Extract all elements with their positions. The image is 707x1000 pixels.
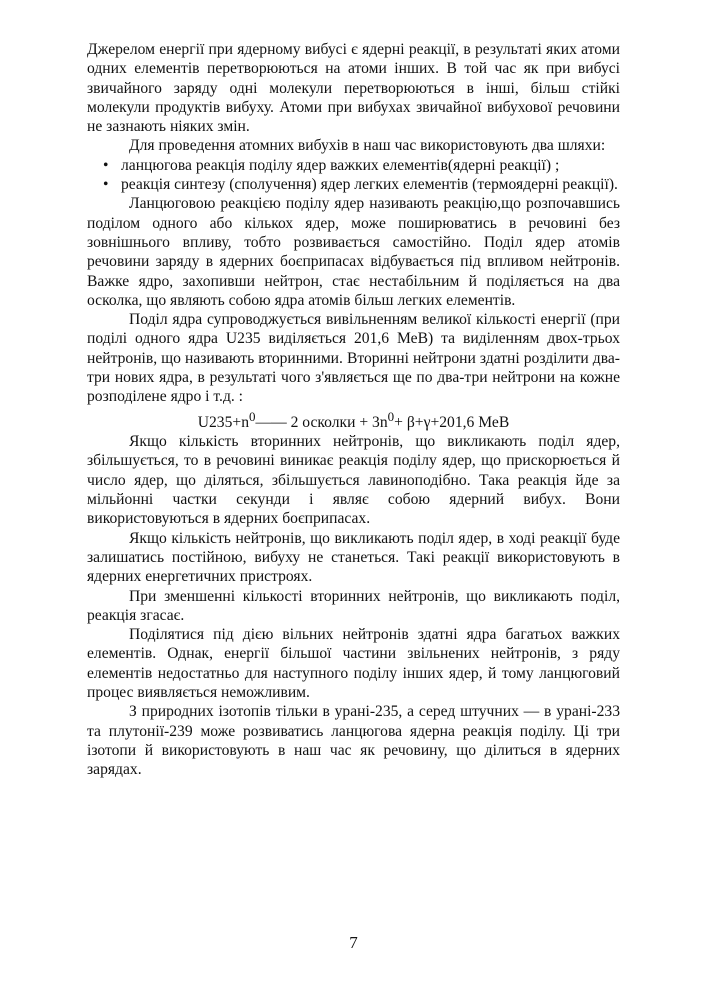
bullet-item: • реакція синтезу (сполучення) ядер легких елементів (термоядерні реакції). [103,176,618,194]
paragraph-2: Для проведення атомних вибухів в наш час використовують два шляхи: [129,137,606,155]
bullet-list [87,156,620,195]
paragraph-9: З природних ізотопів тільки в урані-235, а серед штучних — в урані-233 та плутонії-239 може розвиватись ланцюгова ядерна реакція поділу. Ці три ізотопи й використовують в наш час як речовину, що ділиться в ядерних зарядах. [87,703,620,779]
page-body [87,40,620,779]
paragraph-7: При зменшенні кількості вторинних нейтронів, що викликають поділ, реакція згасає. [87,587,620,624]
bullet-dot-icon: • [103,176,109,194]
paragraph-1: Джерелом енергії при ядерному вибусі є ядерні реакції, в результаті яких атоми одних елементів перетворюються на атоми інших. В той час як при вибусі звичайного заряду одні молекули перетворюються в інші, більш стійкі молекули продуктів вибуху. Атоми при вибухах звичайної вибухової речовини не зазнають ніяких змін. [87,41,620,136]
page-number: 7 [349,933,358,952]
paragraph-5: Якщо кількість вторинних нейтронів, що викликають поділ ядер, збільшується, то в речовині виникає реакція поділу ядер, що прискорюється й число ядер, що діляться, збільшується лавиноподібно. Така реакція йде за мільйонні частки секунди і являє собою ядерний вибух. Вони використовуються в ядерних боєприпасах. [87,433,620,528]
bullet-dot-icon: • [103,156,109,174]
reaction-formula: $U235+n^0——$ 2 осколки + $3n^0+ \beta+\gamma+201,6$ МеВ [197,408,510,431]
paragraph-4: Поділ ядра супроводжується вивільненням великої кількості енергії (при поділі одного ядра U235 виділяється 201,6 МеВ) та виділенням двох-трьох нейтронів, що називають вторинними. Вторинні нейтрони здатні розділити два-три нових ядра, в результаті чого з'являється ще по два-три нейтрони на кожне розподілене ядро і т.д. : [87,311,620,406]
paragraph-6: Якщо кількість нейтронів, що викликають поділ ядер, в ході реакції буде залишатись постійною, вибуху не станеться. Такі реакції використовують в ядерних енергетичних пристроях. [87,529,620,586]
paragraph-3: Ланцюговою реакцією поділу ядер називають реакцію,що розпочавшись поділом одного або кількох ядер, може поширюватись в речовині без зовнішнього впливу, тобто розвивається самостійно. Поділ ядер атомів речовини заряду в ядерних боєприпасах відбувається під впливом нейтронів. Важке ядро, захопивши нейтрон, стає нестабільним й поділяється на два осколка, що являють собою ядра атомів більш легких елементів. [87,195,620,309]
paragraph-8: Поділятися під дією вільних нейтронів здатні ядра багатьох важких елементів. Однак, енергії більшої частини звільнених нейтронів, з ряду елементів недостатньо для наступного поділу інших ядер, й тому ланцюговий процес виявляється неможливим. [87,626,620,701]
bullet-item: • ланцюгова реакція поділу ядер важких елементів(ядерні реакції) ; [103,156,560,174]
